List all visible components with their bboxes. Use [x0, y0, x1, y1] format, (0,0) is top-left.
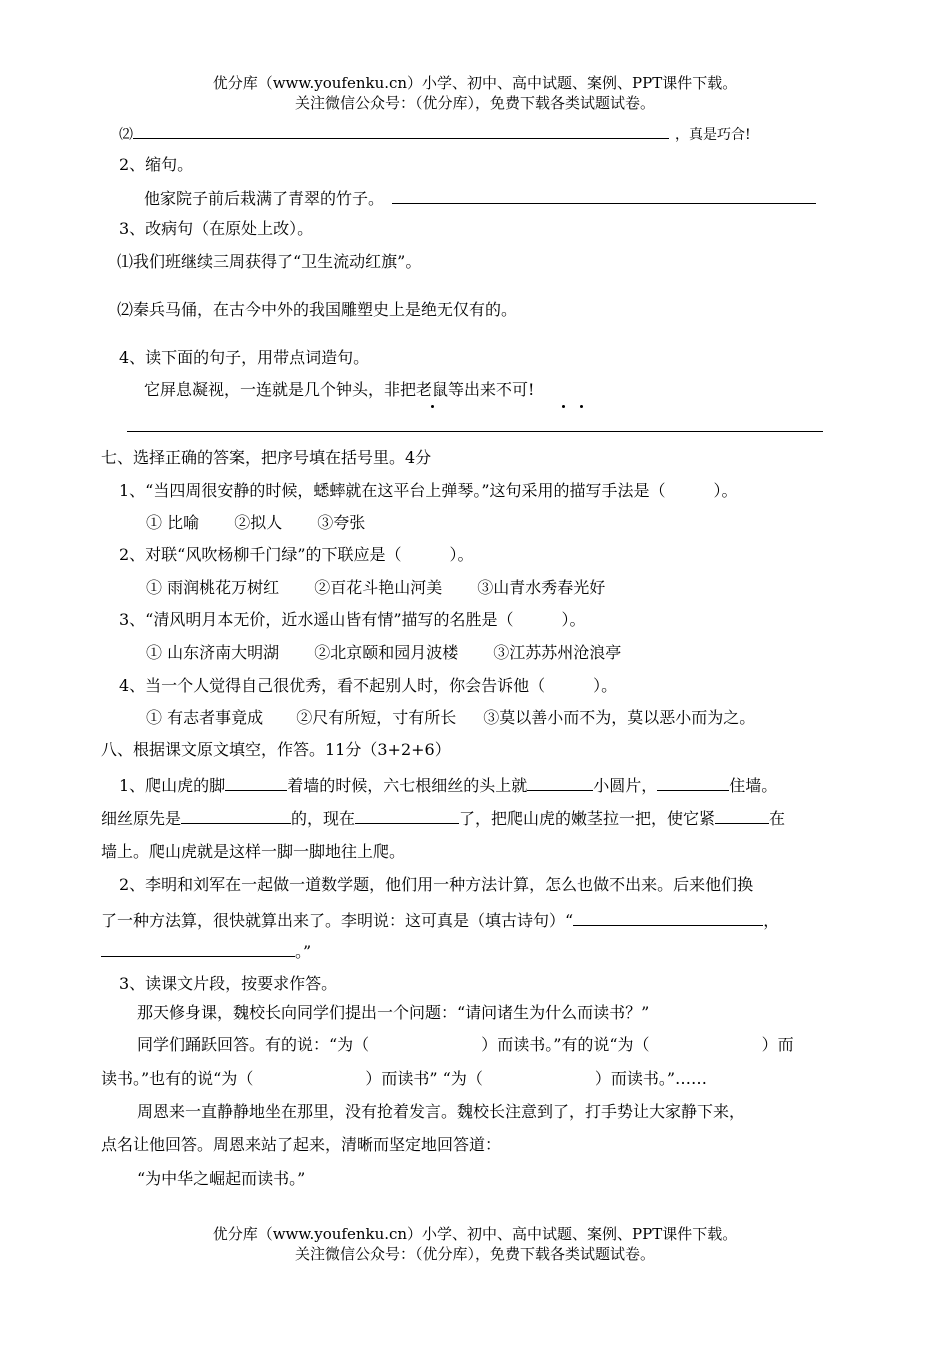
- s7-q3: 3、“清风明月本无价，近水遥山皆有情”描写的名胜是（ ）。: [119, 610, 586, 629]
- passage-p1: 那天修身课，魏校长向同学们提出一个问题：“请问诸生为什么而读书？”: [137, 1003, 650, 1022]
- s8-q1-h: 在: [769, 809, 786, 828]
- q2-title: 2、缩句。: [119, 155, 194, 174]
- s7-q4-option-3[interactable]: ③莫以善小而不为，莫以恶小而为之。: [483, 708, 756, 727]
- fill-blank[interactable]: [225, 774, 287, 791]
- q4-title: 4、读下面的句子，用带点词造句。: [119, 348, 370, 367]
- q3-item-1: ⑴我们班继续三周获得了“卫生流动红旗”。: [117, 252, 422, 271]
- emphasis-dot: [580, 405, 583, 408]
- passage-p2-c: ）而: [761, 1035, 794, 1054]
- footer-line-2: 关注微信公众号：（优分库），免费下载各类试题试卷。: [294, 1245, 655, 1263]
- s7-q3-option-2[interactable]: ②北京颐和园月波楼: [314, 643, 459, 662]
- s7-q2-option-1[interactable]: ① 雨润桃花万树红: [146, 578, 280, 597]
- passage-p3-c: ）而读书。”……: [594, 1069, 708, 1088]
- s7-q1-option-2[interactable]: ②拟人: [234, 513, 283, 532]
- header-line-2: 关注微信公众号：（优分库），免费下载各类试题试卷。: [294, 94, 655, 112]
- fill-blank[interactable]: [181, 807, 291, 824]
- fill-blank[interactable]: [657, 774, 729, 791]
- passage-p2-a: 同学们踊跃回答。有的说：“为（: [137, 1035, 370, 1054]
- s8-q2-d: 。”: [295, 942, 312, 961]
- s8-q2-b: 了一种方法算，很快就算出来了。李明说：这可真是（填古诗句）“: [101, 911, 574, 930]
- passage-p4: 周恩来一直静静地坐在那里，没有抢着发言。魏校长注意到了，打手势让大家静下来，: [137, 1102, 746, 1121]
- s8-q1-c: 小圆片，: [593, 776, 658, 795]
- poem-blank-1[interactable]: [573, 909, 763, 926]
- footer-line-1: 优分库（www.youfenku.cn）小学、初中、高中试题、案例、PPT课件下载。: [212, 1225, 738, 1243]
- q3-item-2: ⑵秦兵马俑，在古今中外的我国雕塑史上是绝无仅有的。: [117, 300, 518, 319]
- s8-q1-a: 1、爬山虎的脚: [119, 776, 226, 795]
- s7-q1-option-3[interactable]: ③夸张: [317, 513, 366, 532]
- q3-title: 3、改病句（在原处上改）。: [119, 219, 314, 238]
- passage-p2-b: ）而读书。”有的说“为（: [481, 1035, 650, 1054]
- s7-q3-option-1[interactable]: ① 山东济南大明湖: [146, 643, 280, 662]
- s7-q4-option-2[interactable]: ②尺有所短，寸有所长: [296, 708, 457, 727]
- section-8-title: 八、根据课文原文填空，作答。11分（3+2+6）: [101, 740, 451, 759]
- passage-p3-b: ）而读书” “为（: [365, 1069, 483, 1088]
- s8-q2-a: 2、李明和刘军在一起做一道数学题，他们用一种方法计算，怎么也做不出来。后来他们换: [119, 875, 754, 894]
- answer-line[interactable]: [127, 431, 823, 432]
- s8-q1-f: 的，现在: [291, 809, 356, 828]
- q1-item2-tail: ，真是巧合!: [675, 127, 751, 143]
- s8-q1-d: 住墙。: [729, 776, 778, 795]
- s7-q4-option-1[interactable]: ① 有志者事竟成: [146, 708, 264, 727]
- passage-p6: “为中华之崛起而读书。”: [137, 1169, 306, 1188]
- fill-blank[interactable]: [527, 774, 593, 791]
- q2-sentence: 他家院子前后栽满了青翠的竹子。: [144, 189, 385, 208]
- emphasis-dot: [431, 405, 434, 408]
- s7-q2-option-3[interactable]: ③山青水秀春光好: [477, 578, 606, 597]
- s7-q1-option-1[interactable]: ① 比喻: [146, 513, 200, 532]
- q1-item2-number: ⑵: [119, 127, 133, 143]
- answer-blank[interactable]: [392, 187, 816, 204]
- s8-q3-title: 3、读课文片段，按要求作答。: [119, 974, 338, 993]
- s8-q1-e: 细丝原先是: [101, 809, 182, 828]
- s8-q1-g: 了，把爬山虎的嫩茎拉一把，使它紧: [459, 809, 716, 828]
- s8-q1-i: 墙上。爬山虎就是这样一脚一脚地往上爬。: [101, 842, 406, 861]
- answer-blank[interactable]: [133, 122, 669, 139]
- s7-q2-option-2[interactable]: ②百花斗艳山河美: [314, 578, 443, 597]
- passage-p5: 点名让他回答。周恩来站了起来，清晰而坚定地回答道：: [101, 1135, 502, 1154]
- s7-q3-option-3[interactable]: ③江苏苏州沧浪亭: [493, 643, 622, 662]
- passage-p3-a: 读书。”也有的说“为（: [101, 1069, 254, 1088]
- fill-blank[interactable]: [355, 807, 459, 824]
- s7-q1: 1、“当四周很安静的时候，蟋蟀就在这平台上弹琴。”这句采用的描写手法是（ ）。: [119, 481, 738, 500]
- emphasis-dot: [562, 405, 565, 408]
- s8-q1-b: 着墙的时候，六七根细丝的头上就: [287, 776, 528, 795]
- fill-blank[interactable]: [715, 807, 769, 824]
- poem-blank-2[interactable]: [101, 940, 295, 957]
- q4-sentence: 它屏息凝视，一连就是几个钟头，非把老鼠等出来不可!: [144, 380, 535, 399]
- s7-q4: 4、当一个人觉得自己很优秀，看不起别人时，你会告诉他（ ）。: [119, 676, 618, 695]
- s7-q2: 2、对联“风吹杨柳千门绿”的下联应是（ ）。: [119, 545, 474, 564]
- section-7-title: 七、选择正确的答案，把序号填在括号里。4分: [101, 448, 432, 467]
- s8-q2-c: ，: [763, 911, 780, 930]
- header-line-1: 优分库（www.youfenku.cn）小学、初中、高中试题、案例、PPT课件下载。: [212, 74, 738, 92]
